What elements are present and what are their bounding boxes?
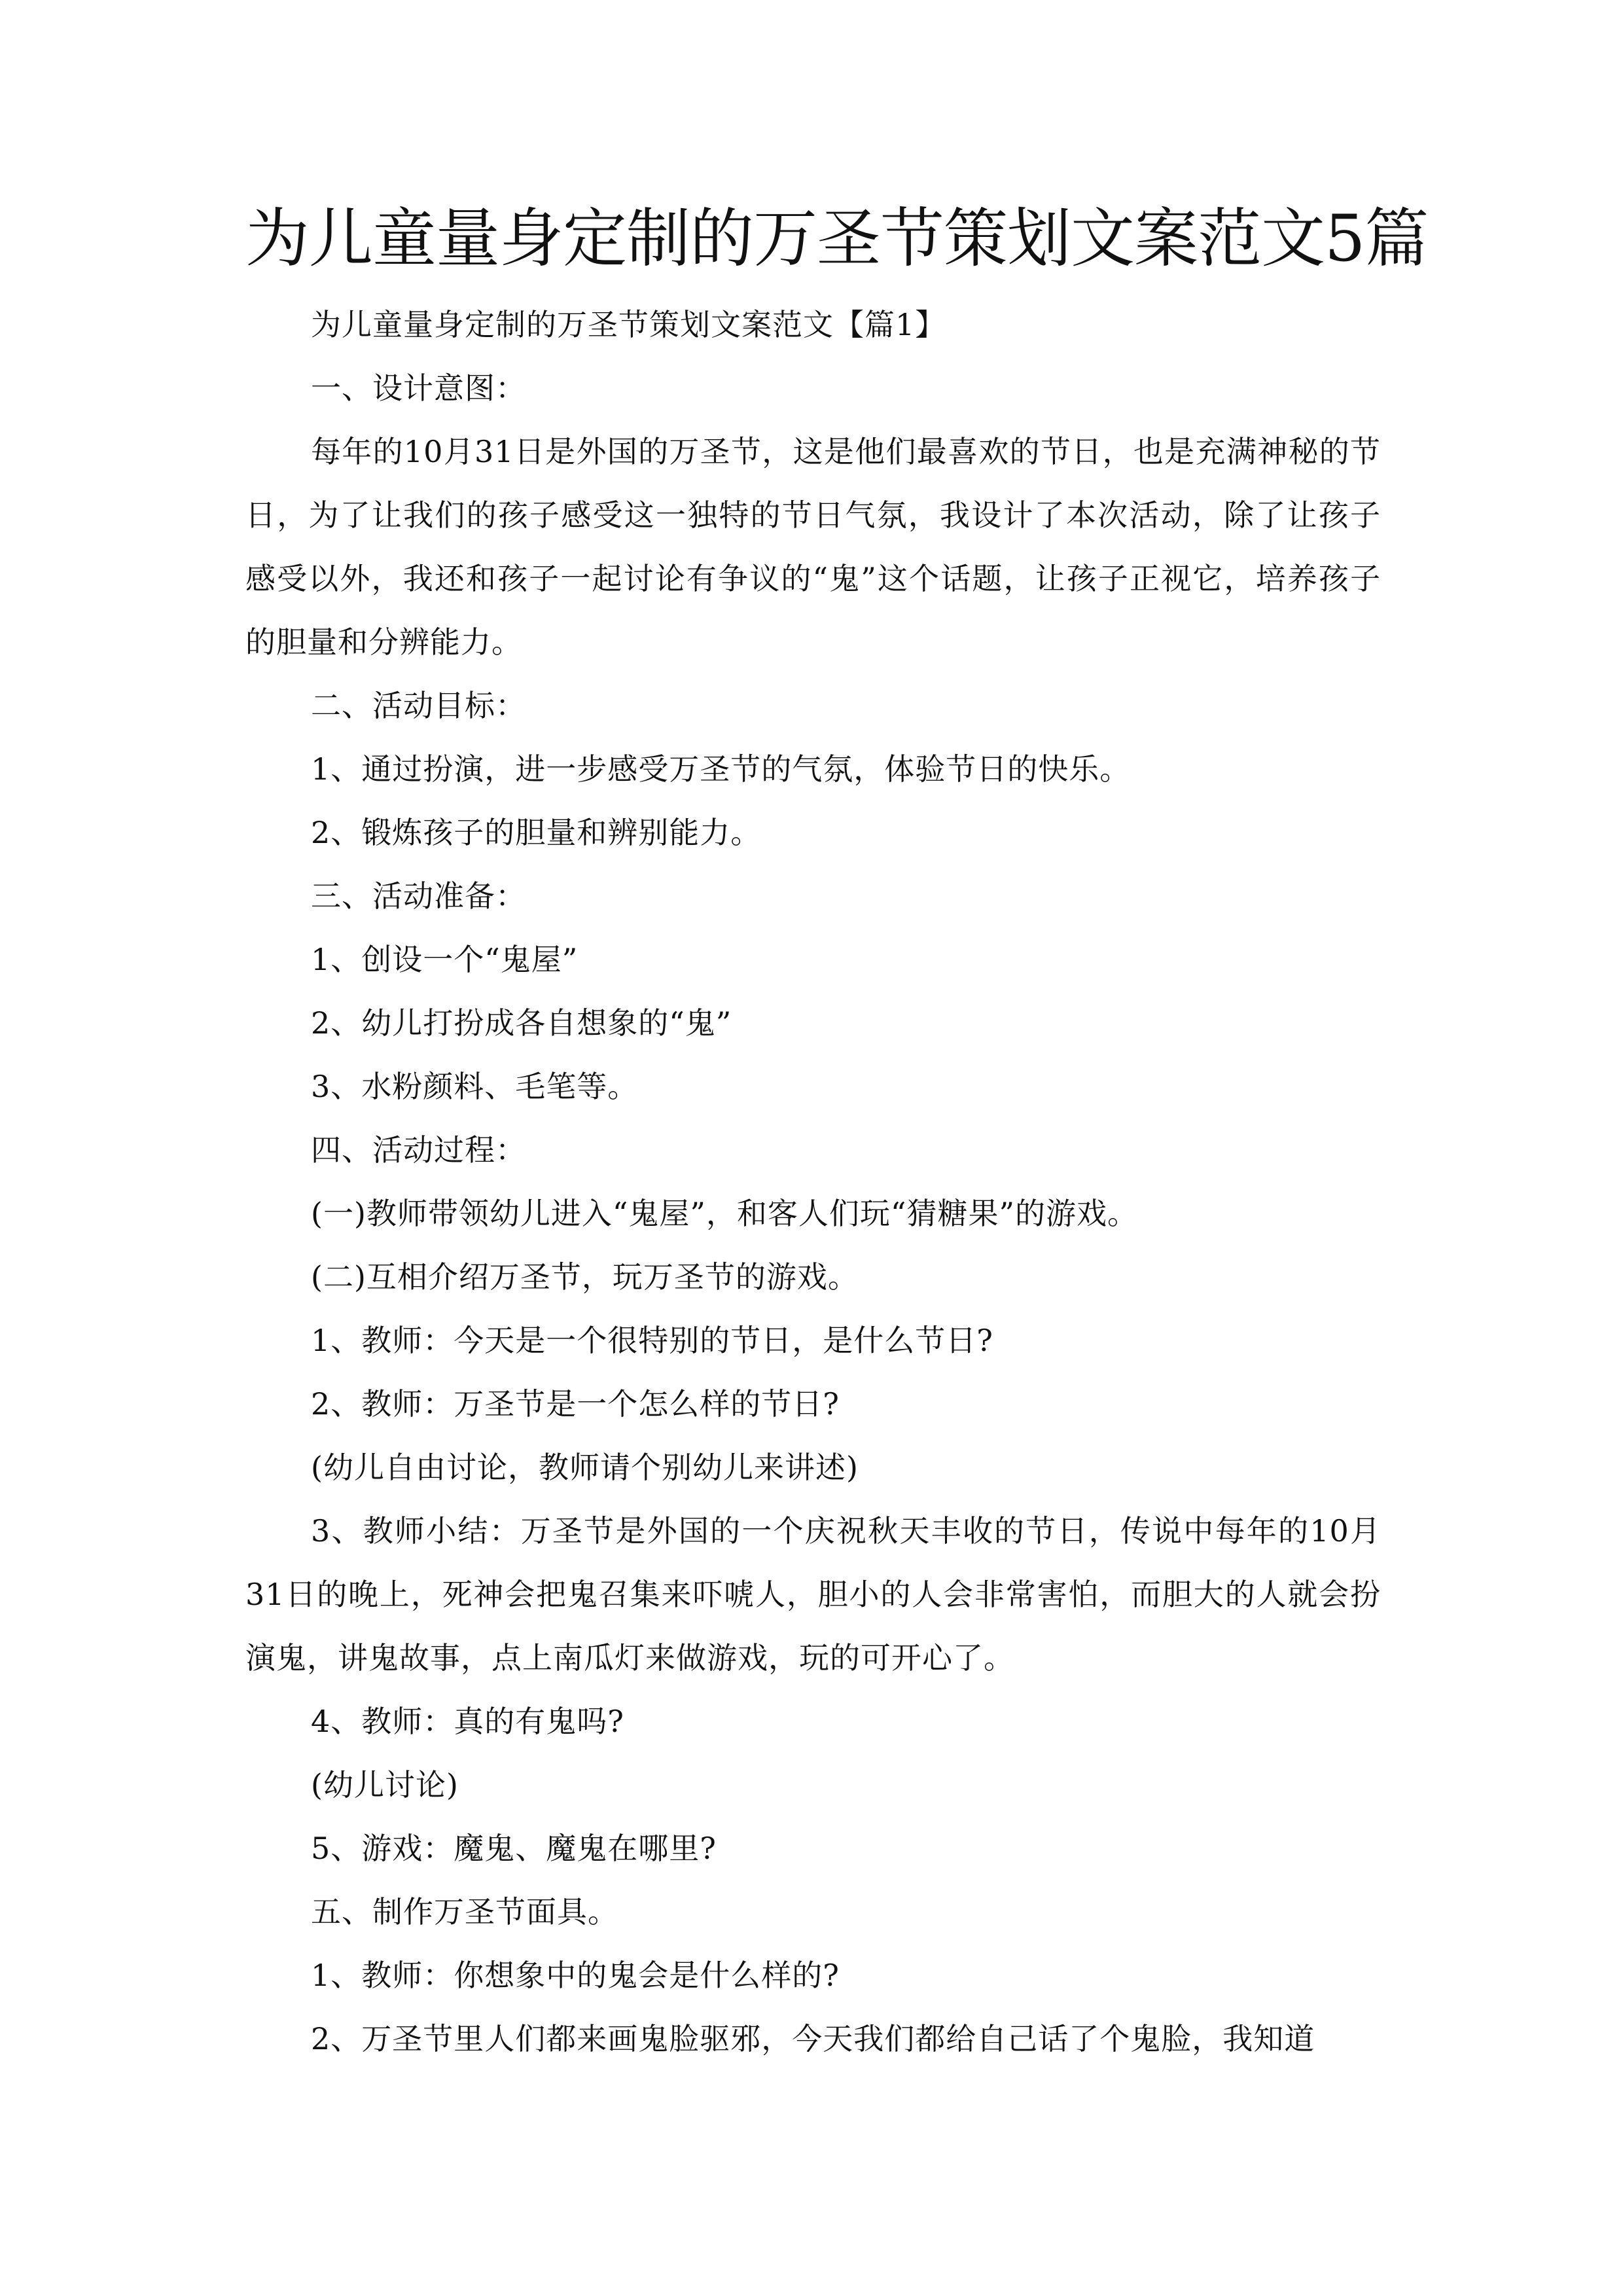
list-item: 2、锻炼孩子的胆量和辨别能力。 [311,815,762,850]
list-item: 2、万圣节里人们都来画鬼脸驱邪，今天我们都给自己话了个鬼脸，我知道 [311,2021,1315,2056]
note: (幼儿讨论) [311,1767,459,1803]
list-item: 1、创设一个“鬼屋” [311,942,579,977]
heading-design-intent: 一、设计意图： [311,370,526,406]
section-heading: 为儿童量身定制的万圣节策划文案范文【篇1】 [311,307,946,342]
list-item: 3、水粉颜料、毛笔等。 [311,1069,639,1104]
list-item: 1、通过扮演，进一步感受万圣节的气氛，体验节日的快乐。 [311,751,1131,787]
list-item: (一)教师带领幼儿进入“鬼屋”，和客人们玩“猜糖果”的游戏。 [311,1196,1138,1231]
list-item: 4、教师：真的有鬼吗? [311,1704,624,1739]
document-title: 为儿童量身定制的万圣节策划文案范文5篇 [245,202,1429,276]
list-item: 1、教师：你想象中的鬼会是什么样的? [311,1958,840,1993]
note: (幼儿自由讨论，教师请个别幼儿来讲述) [311,1450,859,1485]
heading-make-masks: 五、制作万圣节面具。 [311,1894,618,1929]
paragraph: 3、教师小结：万圣节是外国的一个庆祝秋天丰收的节日，传说中每年的10月31日的晚上，死神会把鬼召集来吓唬人，胆小的人会非常害怕，而胆大的人就会扮演鬼，讲鬼故事，点上南瓜灯来做游戏，玩的可开心了。 [245,1513,1381,1676]
list-item: 2、幼儿打扮成各自想象的“鬼” [311,1005,732,1041]
paragraph: 每年的10月31日是外国的万圣节，这是他们最喜欢的节日，也是充满神秘的节日，为了让我们的孩子感受这一独特的节日气氛，我设计了本次活动，除了让孩子感受以外，我还和孩子一起讨论有争议的“鬼”这个话题，让孩子正视它，培养孩子的胆量和分辨能力。 [245,434,1381,660]
list-item: 1、教师：今天是一个很特别的节日，是什么节日? [311,1323,993,1358]
heading-activity-prep: 三、活动准备： [311,878,526,914]
list-item: (二)互相介绍万圣节，玩万圣节的游戏。 [311,1259,859,1295]
list-item: 5、游戏：魔鬼、魔鬼在哪里? [311,1831,717,1866]
document-body [245,293,1381,2071]
list-item: 2、教师：万圣节是一个怎么样的节日? [311,1386,840,1422]
heading-activity-goals: 二、活动目标： [311,688,526,723]
heading-activity-process: 四、活动过程： [311,1132,526,1168]
